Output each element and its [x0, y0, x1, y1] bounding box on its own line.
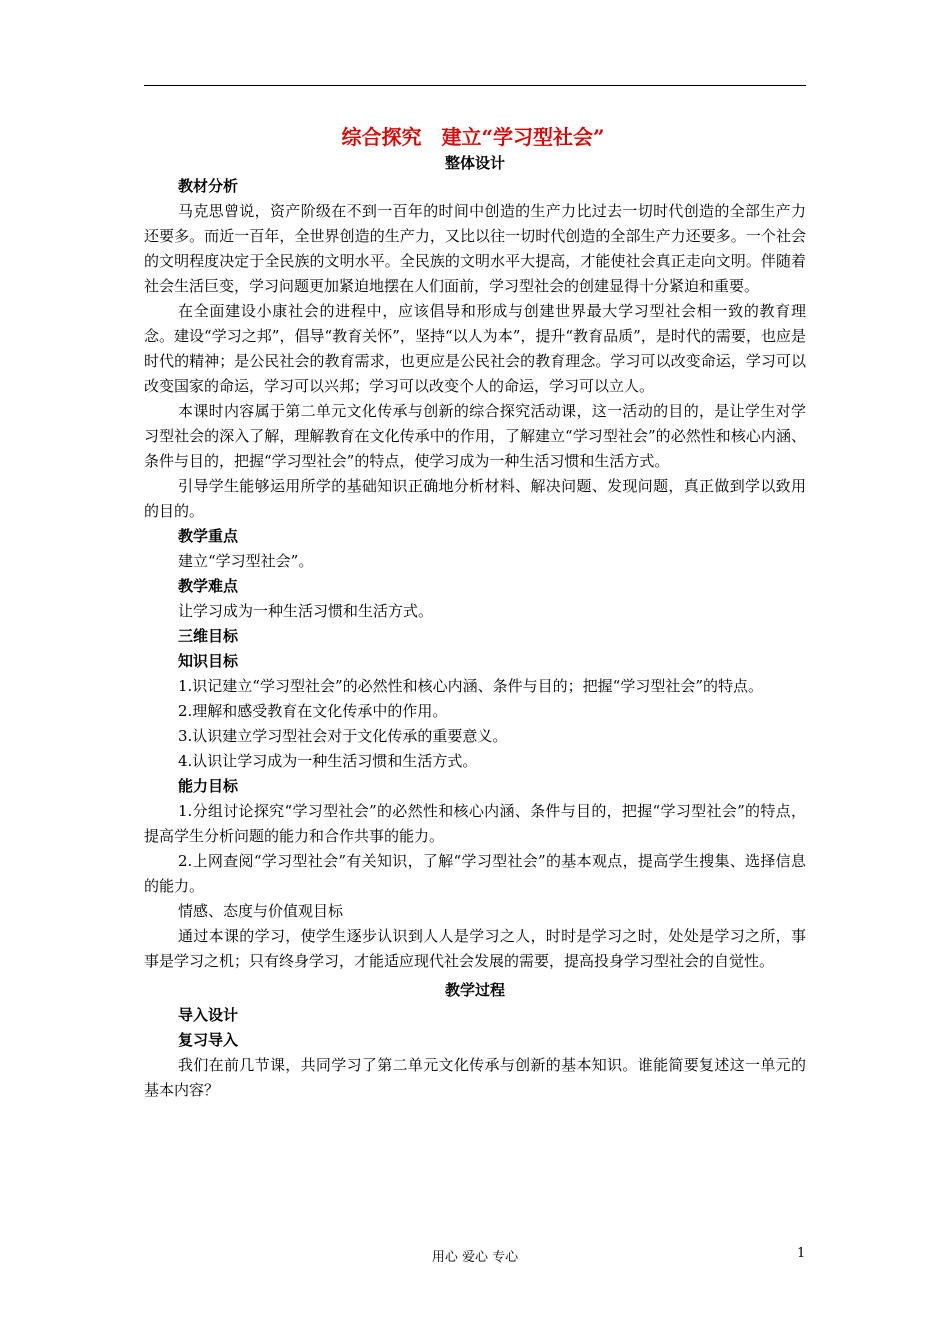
- paragraph: 马克思曾说，资产阶级在不到一百年的时间中创造的生产力比过去一切时代创造的全部生产力还要多。而近一百年，全世界创造的生产力，又比以往一切时代创造的全部生产力还要多。一个社会的文明程度决定于全民族的文明水平。全民族的文明水平大提高，才能使社会真正走向文明。伴随着社会生活巨变，学习问题更加紧迫地摆在人们面前，学习型社会的创建显得十分紧迫和重要。: [144, 202, 806, 295]
- list-item: 2.上网查阅“学习型社会”有关知识，了解“学习型社会”的基本观点，提高学生搜集、选择信息的能力。: [144, 852, 806, 895]
- list-item: 3.认识建立学习型社会对于文化传承的重要意义。: [178, 727, 508, 745]
- section-heading-goals: 三维目标: [178, 627, 239, 645]
- section-heading-knowledge: 知识目标: [178, 652, 239, 670]
- section-heading-ability: 能力目标: [178, 777, 239, 795]
- paragraph: 引导学生能够运用所学的基础知识正确地分析材料、解决问题、发现问题，真正做到学以致用的目的。: [144, 477, 806, 520]
- section-heading-intro: 导入设计: [178, 1006, 239, 1024]
- paragraph: 我们在前几节课，共同学习了第二单元文化传承与创新的基本知识。谁能简要复述这一单元的基本内容？: [144, 1056, 806, 1099]
- paragraph: 让学习成为一种生活习惯和生活方式。: [178, 602, 434, 620]
- paragraph: 本课时内容属于第二单元文化传承与创新的综合探究活动课，这一活动的目的，是让学生对学习型社会的深入了解，理解教育在文化传承中的作用，了解建立“学习型社会”的必然性和核心内涵、条件与目的，把握“学习型社会”的特点，使学习成为一种生活习惯和生活方式。: [144, 402, 806, 470]
- footer-text: 用心 爱心 专心: [431, 1250, 519, 1265]
- section-heading-analysis: 教材分析: [178, 177, 239, 195]
- section-heading-difficulty: 教学难点: [178, 577, 239, 595]
- section-heading-process: 教学过程: [444, 981, 505, 999]
- list-item: 2.理解和感受教育在文化传承中的作用。: [178, 702, 448, 720]
- list-item: 1.分组讨论探究“学习型社会”的必然性和核心内涵、条件与目的，把握“学习型社会”的特点，提高学生分析问题的能力和合作共事的能力。: [144, 802, 806, 845]
- page-number: 1: [797, 1246, 806, 1261]
- document-title: 综合探究 建立“学习型社会”: [341, 125, 605, 149]
- list-item: 1.识记建立“学习型社会”的必然性和核心内涵、条件与目的；把握“学习型社会”的特点。: [178, 677, 763, 695]
- list-item: 4.认识让学习成为一种生活习惯和生活方式。: [178, 752, 478, 770]
- paragraph: 通过本课的学习，使学生逐步认识到人人是学习之人，时时是学习之时，处处是学习之所，事事是学习之机；只有终身学习，才能适应现代社会发展的需要，提高投身学习型社会的自觉性。: [144, 927, 806, 970]
- section-heading-emotion: 情感、态度与价值观目标: [178, 902, 344, 920]
- section-heading-review: 复习导入: [178, 1031, 239, 1049]
- paragraph: 建立“学习型社会”。: [178, 552, 314, 570]
- header-rule: [144, 85, 806, 86]
- document-subtitle: 整体设计: [444, 154, 505, 172]
- paragraph: 在全面建设小康社会的进程中，应该倡导和形成与创建世界最大学习型社会相一致的教育理念。建设“学习之邦”，倡导“教育关怀”，坚持“以人为本”，提升“教育品质”，是时代的需要，也应是时代的精神；是公民社会的教育需求，也更应是公民社会的教育理念。学习可以改变命运，学习可以改变国家的命运，学习可以兴邦；学习可以改变个人的命运，学习可以立人。: [144, 302, 806, 395]
- section-heading-key-points: 教学重点: [178, 527, 239, 545]
- document-body: [144, 122, 806, 1103]
